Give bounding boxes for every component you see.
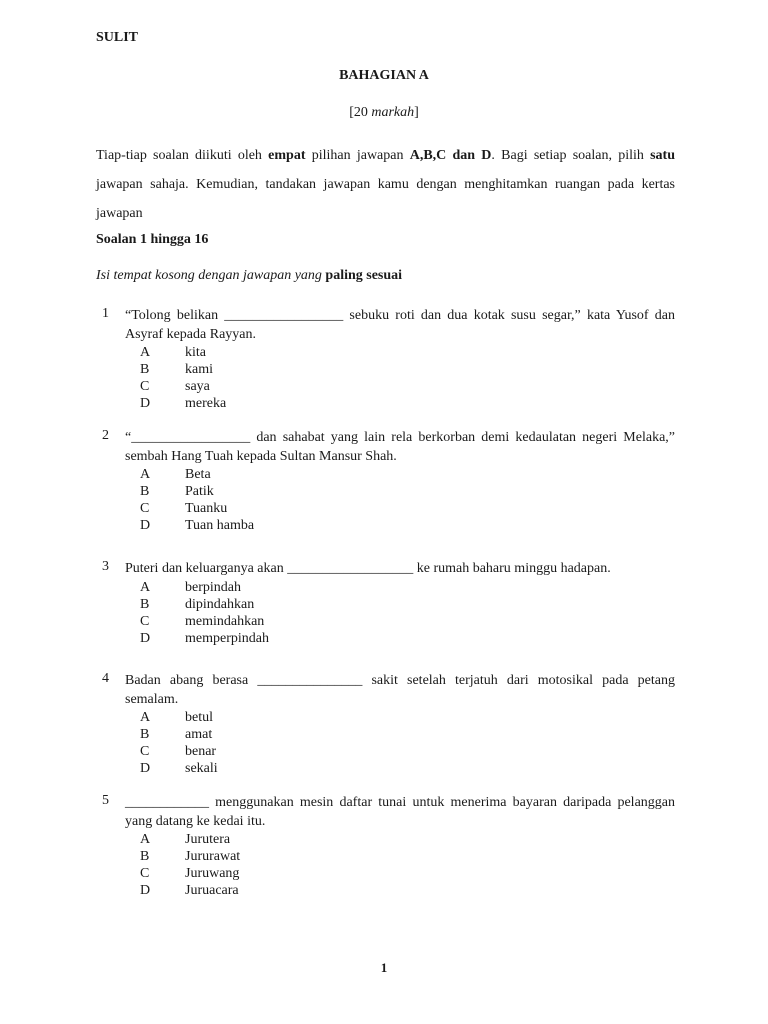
questions-range-heading: Soalan 1 hingga 16 <box>96 232 209 247</box>
option-letter: C <box>140 866 150 881</box>
option-letter: C <box>140 501 150 516</box>
option-c <box>140 500 227 517</box>
option-a <box>140 579 241 596</box>
option-letter: B <box>140 727 150 742</box>
option-c <box>140 743 216 760</box>
question-text: “_________________ dan sahabat yang lain rela berkorban demi kedaulatan negeri Melaka,” sembah Hang Tuah kepada Sultan Mansur Shah. <box>125 430 675 464</box>
option-text: Tuanku <box>185 501 228 516</box>
fill-instruction <box>96 268 402 284</box>
option-c <box>140 613 264 630</box>
option-d <box>140 395 226 412</box>
option-letter: C <box>140 379 150 394</box>
option-letter: A <box>140 467 151 482</box>
option-d <box>140 882 239 899</box>
option-text: memperpindah <box>185 631 269 646</box>
marks-open: [20 <box>349 105 372 120</box>
instructions-text: pilihan jawapan <box>305 148 410 163</box>
option-text: Juruacara <box>185 883 239 898</box>
option-text: benar <box>185 744 217 759</box>
fill-instruction-italic: Isi tempat kosong dengan jawapan yang <box>96 268 326 283</box>
option-letter: C <box>140 744 150 759</box>
question-number: 5 <box>102 793 109 808</box>
option-b <box>140 726 212 743</box>
option-text: betul <box>185 710 213 725</box>
option-text: berpindah <box>185 580 241 595</box>
option-text: Patik <box>185 484 214 499</box>
option-text: saya <box>185 379 210 394</box>
marks-label <box>0 105 768 121</box>
marks-close: ] <box>414 105 419 120</box>
option-letter: B <box>140 597 150 612</box>
option-d <box>140 760 218 777</box>
page-number: 1 <box>380 960 388 975</box>
option-text: amat <box>185 727 213 742</box>
header-label: SULIT <box>96 30 139 45</box>
instructions-text: . Bagi setiap soalan, pilih <box>491 148 651 163</box>
option-a <box>140 344 206 361</box>
option-b <box>140 596 254 613</box>
option-text: kita <box>185 345 206 360</box>
option-letter: B <box>140 362 150 377</box>
option-a <box>140 709 213 726</box>
option-letter: D <box>140 761 151 776</box>
option-text: Jururawat <box>185 849 241 864</box>
question-number: 3 <box>102 559 109 574</box>
option-text: kami <box>185 362 213 377</box>
option-text: mereka <box>185 396 227 411</box>
question-number: 4 <box>102 671 109 686</box>
option-a <box>140 831 230 848</box>
option-letter: A <box>140 710 151 725</box>
option-letter: A <box>140 580 151 595</box>
question-number: 2 <box>102 428 109 443</box>
option-b <box>140 848 240 865</box>
option-d <box>140 517 254 534</box>
instructions-text: Tiap-tiap soalan diikuti oleh <box>96 148 269 163</box>
option-text: Tuan hamba <box>185 518 255 533</box>
section-title: BAHAGIAN A <box>339 68 429 83</box>
option-text: memindahkan <box>185 614 265 629</box>
option-letter: D <box>140 396 151 411</box>
option-letter: A <box>140 832 151 847</box>
fill-instruction-bold: paling sesuai <box>325 268 403 283</box>
question-number: 1 <box>102 306 109 321</box>
instructions-bold: empat <box>268 148 306 163</box>
question-text: Badan abang berasa _______________ sakit setelah terjatuh dari motosikal pada petang semalam. <box>125 673 675 707</box>
option-letter: D <box>140 631 151 646</box>
option-text: Juruwang <box>185 866 240 881</box>
question-text: Puteri dan keluarganya akan __________________ ke rumah baharu minggu hadapan. <box>125 561 611 576</box>
option-letter: A <box>140 345 151 360</box>
option-b <box>140 361 213 378</box>
question-text: ____________ menggunakan mesin daftar tunai untuk menerima bayaran daripada pelanggan yang datang ke kedai itu. <box>125 795 675 829</box>
option-text: dipindahkan <box>185 597 255 612</box>
instructions-paragraph <box>96 141 675 228</box>
option-c <box>140 378 210 395</box>
option-letter: C <box>140 614 150 629</box>
option-b <box>140 483 214 500</box>
option-letter: B <box>140 484 150 499</box>
option-letter: D <box>140 518 151 533</box>
marks-word: markah <box>371 105 415 120</box>
option-text: Beta <box>185 467 211 482</box>
option-a <box>140 466 211 483</box>
instructions-text: jawapan sahaja. Kemudian, tandakan jawapan kamu dengan menghitamkan ruangan pada kertas jawapan <box>96 177 675 221</box>
option-letter: B <box>140 849 150 864</box>
option-d <box>140 630 269 647</box>
question-text: “Tolong belikan _________________ sebuku roti dan dua kotak susu segar,” kata Yusof dan Asyraf kepada Rayyan. <box>125 308 675 342</box>
instructions-bold: A,B,C dan D <box>409 148 492 163</box>
option-letter: D <box>140 883 151 898</box>
instructions-bold: satu <box>650 148 676 163</box>
option-c <box>140 865 239 882</box>
option-text: sekali <box>185 761 218 776</box>
option-text: Jurutera <box>185 832 231 847</box>
